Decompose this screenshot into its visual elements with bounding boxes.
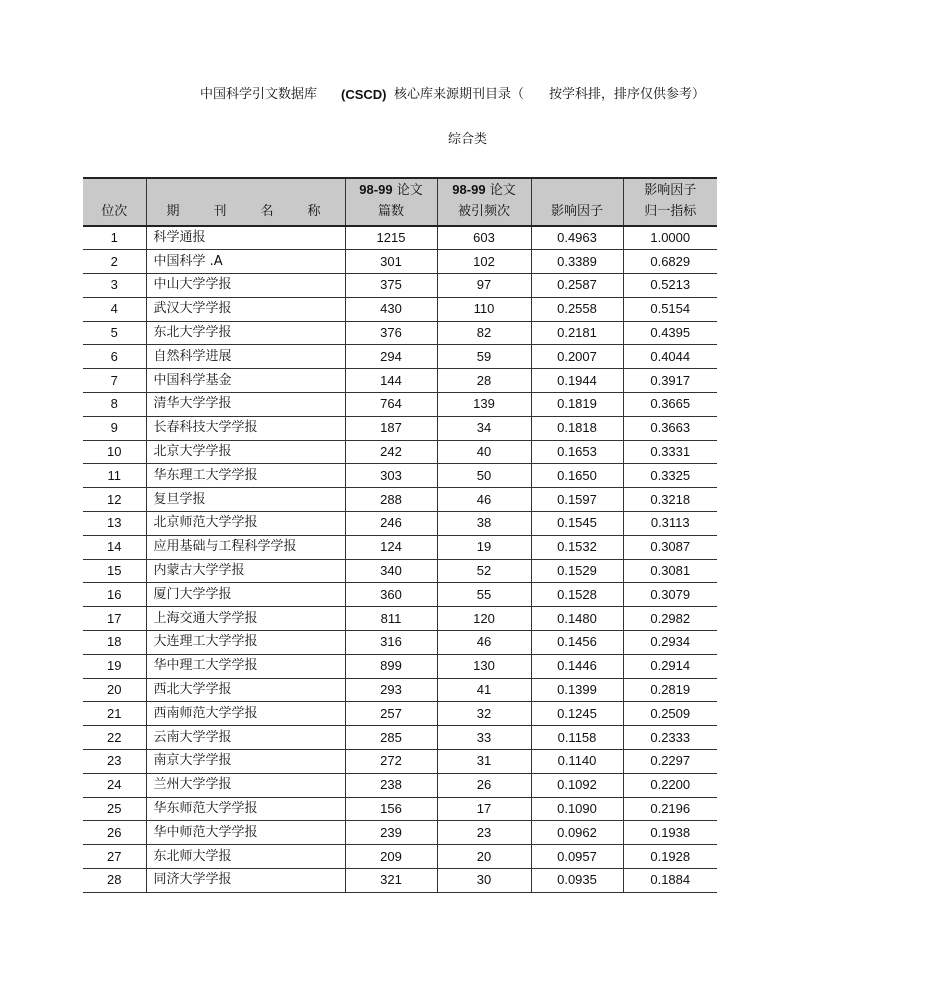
normalized-index-cell: 0.5213 <box>623 274 717 298</box>
impact-factor-cell: 0.1399 <box>531 678 623 702</box>
citation-count-cell: 52 <box>437 559 531 583</box>
paper-count-cell: 764 <box>345 393 437 417</box>
normalized-index-cell: 0.2196 <box>623 797 717 821</box>
journal-name-cell: 科学通报 <box>146 226 345 250</box>
impact-factor-cell: 0.1456 <box>531 631 623 655</box>
citation-count-cell: 28 <box>437 369 531 393</box>
rank-cell: 20 <box>83 678 146 702</box>
normalized-index-cell: 0.5154 <box>623 297 717 321</box>
table-row <box>83 678 717 702</box>
citation-count-cell: 34 <box>437 416 531 440</box>
citation-count-cell: 55 <box>437 583 531 607</box>
rank-cell: 4 <box>83 297 146 321</box>
title-part-2: (CSCD) <box>341 87 387 102</box>
citation-count-cell: 32 <box>437 702 531 726</box>
rank-cell: 7 <box>83 369 146 393</box>
paper-count-cell: 321 <box>345 869 437 893</box>
normalized-index-cell: 1.0000 <box>623 226 717 250</box>
paper-count-cell: 144 <box>345 369 437 393</box>
paper-count-cell: 430 <box>345 297 437 321</box>
impact-factor-cell: 0.3389 <box>531 250 623 274</box>
normalized-index-cell: 0.2819 <box>623 678 717 702</box>
citation-count-cell: 17 <box>437 797 531 821</box>
paper-count-cell: 246 <box>345 512 437 536</box>
table-row <box>83 797 717 821</box>
impact-factor-cell: 0.1653 <box>531 440 623 464</box>
citation-count-cell: 38 <box>437 512 531 536</box>
normalized-index-cell: 0.6829 <box>623 250 717 274</box>
citation-count-cell: 120 <box>437 607 531 631</box>
table-row <box>83 583 717 607</box>
citation-count-cell: 82 <box>437 321 531 345</box>
journal-table <box>83 177 717 893</box>
rank-cell: 1 <box>83 226 146 250</box>
citation-count-cell: 97 <box>437 274 531 298</box>
header-paper-count: 98-99 论文 篇数 <box>345 178 437 226</box>
paper-count-cell: 360 <box>345 583 437 607</box>
paper-count-cell: 301 <box>345 250 437 274</box>
impact-factor-cell: 0.0957 <box>531 845 623 869</box>
paper-count-cell: 316 <box>345 631 437 655</box>
table-row <box>83 559 717 583</box>
rank-cell: 10 <box>83 440 146 464</box>
table-row <box>83 440 717 464</box>
paper-count-cell: 376 <box>345 321 437 345</box>
table-row <box>83 726 717 750</box>
rank-cell: 22 <box>83 726 146 750</box>
normalized-index-cell: 0.1884 <box>623 869 717 893</box>
rank-cell: 5 <box>83 321 146 345</box>
citation-count-cell: 31 <box>437 750 531 774</box>
paper-count-cell: 294 <box>345 345 437 369</box>
normalized-index-cell: 0.3081 <box>623 559 717 583</box>
normalized-index-cell: 0.4044 <box>623 345 717 369</box>
impact-factor-cell: 0.1529 <box>531 559 623 583</box>
rank-cell: 12 <box>83 488 146 512</box>
journal-name-cell: 上海交通大学学报 <box>146 607 345 631</box>
rank-cell: 15 <box>83 559 146 583</box>
rank-cell: 17 <box>83 607 146 631</box>
table-row <box>83 773 717 797</box>
normalized-index-cell: 0.4395 <box>623 321 717 345</box>
rank-cell: 21 <box>83 702 146 726</box>
citation-count-cell: 41 <box>437 678 531 702</box>
impact-factor-cell: 0.0962 <box>531 821 623 845</box>
journal-name-cell: 武汉大学学报 <box>146 297 345 321</box>
table-row <box>83 226 717 250</box>
citation-count-cell: 19 <box>437 535 531 559</box>
table-row <box>83 321 717 345</box>
impact-factor-cell: 0.1140 <box>531 750 623 774</box>
rank-cell: 27 <box>83 845 146 869</box>
normalized-index-cell: 0.2509 <box>623 702 717 726</box>
journal-name-cell: 应用基础与工程科学学报 <box>146 535 345 559</box>
paper-count-cell: 124 <box>345 535 437 559</box>
paper-count-cell: 375 <box>345 274 437 298</box>
title-part-1: 中国科学引文数据库 <box>200 87 318 102</box>
paper-count-cell: 340 <box>345 559 437 583</box>
journal-name-cell: 华中理工大学学报 <box>146 654 345 678</box>
rank-cell: 3 <box>83 274 146 298</box>
normalized-index-cell: 0.2200 <box>623 773 717 797</box>
impact-factor-cell: 0.4963 <box>531 226 623 250</box>
rank-cell: 25 <box>83 797 146 821</box>
journal-name-cell: 厦门大学学报 <box>146 583 345 607</box>
table-row <box>83 297 717 321</box>
citation-count-cell: 102 <box>437 250 531 274</box>
citation-count-cell: 40 <box>437 440 531 464</box>
normalized-index-cell: 0.3113 <box>623 512 717 536</box>
citation-count-cell: 603 <box>437 226 531 250</box>
table-row <box>83 845 717 869</box>
impact-factor-cell: 0.1532 <box>531 535 623 559</box>
table-row <box>83 250 717 274</box>
citation-count-cell: 50 <box>437 464 531 488</box>
journal-name-cell: 中山大学学报 <box>146 274 345 298</box>
rank-cell: 28 <box>83 869 146 893</box>
normalized-index-cell: 0.2982 <box>623 607 717 631</box>
impact-factor-cell: 0.1090 <box>531 797 623 821</box>
journal-name-cell: 内蒙古大学学报 <box>146 559 345 583</box>
journal-name-cell: 西南师范大学学报 <box>146 702 345 726</box>
rank-cell: 11 <box>83 464 146 488</box>
normalized-index-cell: 0.3665 <box>623 393 717 417</box>
impact-factor-cell: 0.2558 <box>531 297 623 321</box>
citation-count-cell: 130 <box>437 654 531 678</box>
citation-count-cell: 33 <box>437 726 531 750</box>
normalized-index-cell: 0.2934 <box>623 631 717 655</box>
rank-cell: 13 <box>83 512 146 536</box>
normalized-index-cell: 0.2333 <box>623 726 717 750</box>
citation-count-cell: 20 <box>437 845 531 869</box>
rank-cell: 6 <box>83 345 146 369</box>
journal-name-cell: 东北师大学报 <box>146 845 345 869</box>
journal-name-cell: 云南大学学报 <box>146 726 345 750</box>
paper-count-cell: 899 <box>345 654 437 678</box>
citation-count-cell: 139 <box>437 393 531 417</box>
citation-count-cell: 59 <box>437 345 531 369</box>
table-row <box>83 535 717 559</box>
paper-count-cell: 209 <box>345 845 437 869</box>
journal-name-cell: 自然科学进展 <box>146 345 345 369</box>
impact-factor-cell: 0.1944 <box>531 369 623 393</box>
paper-count-cell: 288 <box>345 488 437 512</box>
table-row <box>83 345 717 369</box>
impact-factor-cell: 0.1158 <box>531 726 623 750</box>
table-row <box>83 821 717 845</box>
journal-name-cell: 大连理工大学学报 <box>146 631 345 655</box>
impact-factor-cell: 0.1650 <box>531 464 623 488</box>
journal-name-cell: 复旦学报 <box>146 488 345 512</box>
rank-cell: 14 <box>83 535 146 559</box>
rank-cell: 26 <box>83 821 146 845</box>
paper-count-cell: 811 <box>345 607 437 631</box>
journal-name-cell: 华中师范大学学报 <box>146 821 345 845</box>
rank-cell: 2 <box>83 250 146 274</box>
header-impact-factor: 影响因子 <box>531 178 623 226</box>
journal-name-cell: 长春科技大学学报 <box>146 416 345 440</box>
table-row <box>83 654 717 678</box>
journal-name-cell: 兰州大学学报 <box>146 773 345 797</box>
table-row <box>83 869 717 893</box>
impact-factor-cell: 0.1245 <box>531 702 623 726</box>
paper-count-cell: 257 <box>345 702 437 726</box>
normalized-index-cell: 0.3663 <box>623 416 717 440</box>
normalized-index-cell: 0.1938 <box>623 821 717 845</box>
journal-name-cell: 同济大学学报 <box>146 869 345 893</box>
title-part-4: 按学科排，排序仅供参考） <box>549 87 706 102</box>
rank-cell: 19 <box>83 654 146 678</box>
normalized-index-cell: 0.3917 <box>623 369 717 393</box>
impact-factor-cell: 0.1528 <box>531 583 623 607</box>
table-row <box>83 274 717 298</box>
impact-factor-cell: 0.1545 <box>531 512 623 536</box>
table-row <box>83 369 717 393</box>
impact-factor-cell: 0.2587 <box>531 274 623 298</box>
normalized-index-cell: 0.3325 <box>623 464 717 488</box>
journal-name-cell: 北京大学学报 <box>146 440 345 464</box>
rank-cell: 9 <box>83 416 146 440</box>
journal-name-cell: 中国科学基金 <box>146 369 345 393</box>
citation-count-cell: 46 <box>437 631 531 655</box>
impact-factor-cell: 0.1092 <box>531 773 623 797</box>
journal-name-cell: 华东师范大学学报 <box>146 797 345 821</box>
paper-count-cell: 303 <box>345 464 437 488</box>
rank-cell: 16 <box>83 583 146 607</box>
impact-factor-cell: 0.1818 <box>531 416 623 440</box>
citation-count-cell: 46 <box>437 488 531 512</box>
table-row <box>83 416 717 440</box>
citation-count-cell: 110 <box>437 297 531 321</box>
paper-count-cell: 156 <box>345 797 437 821</box>
table-row <box>83 488 717 512</box>
normalized-index-cell: 0.2914 <box>623 654 717 678</box>
impact-factor-cell: 0.1819 <box>531 393 623 417</box>
impact-factor-cell: 0.0935 <box>531 869 623 893</box>
journal-name-cell: 华东理工大学学报 <box>146 464 345 488</box>
impact-factor-cell: 0.2007 <box>531 345 623 369</box>
normalized-index-cell: 0.3331 <box>623 440 717 464</box>
table-row <box>83 512 717 536</box>
journal-name-cell: 西北大学学报 <box>146 678 345 702</box>
paper-count-cell: 239 <box>345 821 437 845</box>
impact-factor-cell: 0.1597 <box>531 488 623 512</box>
table-row <box>83 393 717 417</box>
journal-name-cell: 南京大学学报 <box>146 750 345 774</box>
rank-cell: 24 <box>83 773 146 797</box>
paper-count-cell: 272 <box>345 750 437 774</box>
impact-factor-cell: 0.2181 <box>531 321 623 345</box>
header-journal-name: 期 刊 名 称 <box>146 178 345 226</box>
citation-count-cell: 26 <box>437 773 531 797</box>
paper-count-cell: 242 <box>345 440 437 464</box>
normalized-index-cell: 0.1928 <box>623 845 717 869</box>
table-row <box>83 464 717 488</box>
table-row <box>83 702 717 726</box>
citation-count-cell: 30 <box>437 869 531 893</box>
paper-count-cell: 1215 <box>345 226 437 250</box>
table-row <box>83 607 717 631</box>
rank-cell: 23 <box>83 750 146 774</box>
normalized-index-cell: 0.2297 <box>623 750 717 774</box>
normalized-index-cell: 0.3079 <box>623 583 717 607</box>
impact-factor-cell: 0.1446 <box>531 654 623 678</box>
paper-count-cell: 187 <box>345 416 437 440</box>
category-subtitle: 综合类 <box>448 132 488 147</box>
table-header-row <box>83 178 717 226</box>
paper-count-cell: 293 <box>345 678 437 702</box>
journal-name-cell: 中国科学 .A <box>146 250 345 274</box>
citation-count-cell: 23 <box>437 821 531 845</box>
table-row <box>83 631 717 655</box>
normalized-index-cell: 0.3218 <box>623 488 717 512</box>
header-citation-count: 98-99 论文 被引频次 <box>437 178 531 226</box>
journal-name-cell: 北京师范大学学报 <box>146 512 345 536</box>
normalized-index-cell: 0.3087 <box>623 535 717 559</box>
table-row <box>83 750 717 774</box>
header-rank: 位次 <box>83 178 146 226</box>
journal-name-cell: 东北大学学报 <box>146 321 345 345</box>
paper-count-cell: 285 <box>345 726 437 750</box>
rank-cell: 18 <box>83 631 146 655</box>
impact-factor-cell: 0.1480 <box>531 607 623 631</box>
title-part-3: 核心库来源期刊目录（ <box>394 87 525 102</box>
rank-cell: 8 <box>83 393 146 417</box>
header-normalized-index: 影响因子 归一指标 <box>623 178 717 226</box>
journal-name-cell: 清华大学学报 <box>146 393 345 417</box>
paper-count-cell: 238 <box>345 773 437 797</box>
